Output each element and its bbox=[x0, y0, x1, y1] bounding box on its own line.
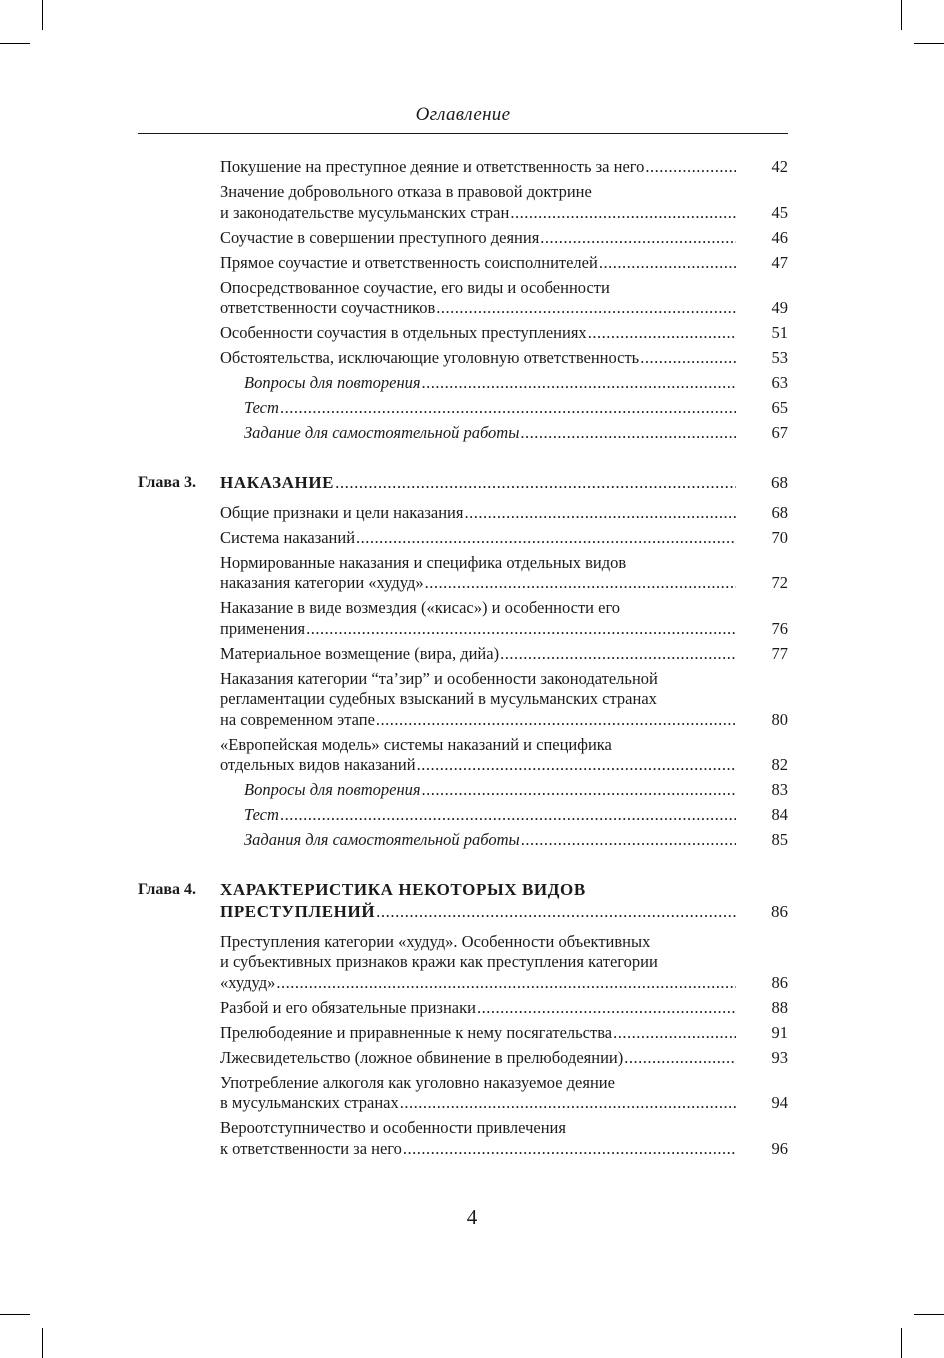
page-ref: 67 bbox=[771, 423, 788, 442]
dot-leader bbox=[510, 203, 736, 224]
entry-title-line: Особенности соучастия в отдельных преступлениях bbox=[220, 323, 587, 342]
toc-entry bbox=[220, 323, 788, 344]
entry-title-line: Материальное возмещение (вира, дийа) bbox=[220, 643, 500, 663]
entry-title-line: Общие признаки и цели наказания bbox=[220, 502, 464, 522]
entry-title-line: Задание для самостоятельной работы bbox=[244, 423, 520, 442]
entry-title-last-line bbox=[244, 780, 736, 801]
page-ref: 83 bbox=[771, 780, 788, 799]
crop-mark bbox=[914, 43, 944, 44]
dot-leader bbox=[436, 298, 736, 319]
crop-mark bbox=[42, 1328, 43, 1358]
dot-leader bbox=[306, 619, 736, 640]
page-number: 4 bbox=[466, 1205, 478, 1229]
entry-title-line: и законодательстве мусульманских стран bbox=[220, 202, 510, 222]
entry-title-line: Опосредствованное соучастие, его виды и особенности bbox=[220, 277, 610, 297]
page-ref: 88 bbox=[771, 997, 788, 1017]
page-ref: 45 bbox=[771, 202, 788, 222]
entry-title-last-line bbox=[220, 755, 736, 776]
toc-subentry bbox=[220, 373, 788, 394]
entry-title-last-line bbox=[220, 228, 736, 249]
crop-mark bbox=[901, 1328, 902, 1358]
page-ref: 82 bbox=[771, 755, 788, 774]
entry-title-last-line bbox=[220, 298, 736, 319]
dot-leader bbox=[613, 1023, 736, 1044]
entry-title-last-line bbox=[220, 503, 736, 524]
entry-title-last-line bbox=[220, 253, 736, 274]
entry-title-last-line bbox=[220, 528, 736, 549]
chapter-number: Глава 4. bbox=[138, 880, 196, 898]
dot-leader bbox=[403, 1139, 736, 1160]
toc-entry bbox=[220, 1118, 788, 1159]
entry-title-line: ПРЕСТУПЛЕНИЙ bbox=[220, 901, 376, 921]
toc-subentry bbox=[220, 805, 788, 826]
entry-title-last-line bbox=[220, 1048, 736, 1069]
entry-title-line: на современном этапе bbox=[220, 709, 375, 729]
page-ref: 46 bbox=[771, 227, 788, 247]
toc-entry bbox=[220, 998, 788, 1019]
entry-title-last-line bbox=[220, 157, 736, 178]
dot-leader bbox=[477, 998, 736, 1019]
entry-title-last-line bbox=[244, 373, 736, 394]
dot-leader bbox=[500, 644, 736, 665]
entry-title-line: Система наказаний bbox=[220, 527, 356, 547]
toc-entry bbox=[220, 253, 788, 274]
dot-leader bbox=[640, 348, 736, 369]
entry-title-last-line bbox=[244, 830, 736, 851]
entry-title-line: Нормированные наказания и специфика отдельных видов bbox=[220, 552, 627, 572]
table-of-contents bbox=[0, 157, 944, 1164]
crop-mark bbox=[42, 0, 43, 30]
page-ref: 42 bbox=[771, 157, 788, 176]
toc-entry bbox=[220, 644, 788, 665]
toc-entry bbox=[220, 669, 788, 731]
entry-title-line: Вопросы для повторения bbox=[244, 373, 421, 392]
entry-title-line: «Европейская модель» системы наказаний и специфика bbox=[220, 734, 612, 754]
entry-title-line: Наказание в виде возмездия («кисас») и особенности его bbox=[220, 598, 621, 617]
toc-entry bbox=[220, 228, 788, 249]
entry-title-line: Наказания категории “та’зир” и особенности законодательной bbox=[220, 668, 658, 688]
dot-leader bbox=[599, 253, 736, 274]
entry-title-last-line bbox=[220, 1023, 736, 1044]
entry-title-last-line bbox=[220, 348, 736, 369]
dot-leader bbox=[376, 710, 736, 731]
chapter-number: Глава 3. bbox=[138, 473, 196, 491]
toc-entry bbox=[220, 528, 788, 549]
page-ref: 76 bbox=[771, 618, 788, 638]
page-ref: 53 bbox=[771, 348, 788, 367]
entry-title-line: Задания для самостоятельной работы bbox=[244, 830, 520, 849]
entry-title-line: Вероотступничество и особенности привлечения bbox=[220, 1118, 566, 1137]
toc-subentry bbox=[220, 830, 788, 851]
entry-title-last-line bbox=[220, 1093, 736, 1114]
page-ref: 77 bbox=[771, 643, 788, 663]
dot-leader bbox=[280, 398, 736, 419]
page-ref: 63 bbox=[771, 373, 788, 392]
entry-title-line: ХАРАКТЕРИСТИКА НЕКОТОРЫХ ВИДОВ bbox=[220, 879, 586, 899]
entry-title-last-line bbox=[220, 323, 736, 344]
dot-leader bbox=[335, 472, 736, 494]
page-ref: 68 bbox=[771, 502, 788, 522]
entry-title-last-line bbox=[220, 619, 736, 640]
page-ref: 47 bbox=[771, 252, 788, 272]
entry-title-line: «худуд» bbox=[220, 972, 276, 992]
toc-entry bbox=[220, 1073, 788, 1114]
entry-title-line: Тест bbox=[244, 398, 279, 417]
page-ref: 86 bbox=[771, 901, 788, 921]
running-head: Оглавление bbox=[415, 104, 511, 125]
page-ref: 80 bbox=[771, 709, 788, 729]
page-ref: 85 bbox=[771, 830, 788, 849]
page-ref: 86 bbox=[771, 972, 788, 992]
dot-leader bbox=[280, 805, 736, 826]
entry-title-last-line bbox=[220, 644, 736, 665]
entry-title-line: Вопросы для повторения bbox=[244, 780, 421, 799]
entry-title-last-line bbox=[220, 710, 736, 731]
entry-title-last-line bbox=[220, 901, 736, 923]
entry-title-line: к ответственности за него bbox=[220, 1138, 402, 1158]
page-ref: 93 bbox=[771, 1047, 788, 1067]
dot-leader bbox=[425, 573, 736, 594]
entry-title-last-line bbox=[220, 973, 736, 994]
entry-title-line: наказания категории «худуд» bbox=[220, 573, 424, 592]
toc-entry bbox=[220, 157, 788, 178]
entry-title-line: отдельных видов наказаний bbox=[220, 755, 416, 774]
toc-entry bbox=[220, 1023, 788, 1044]
entry-title-line: Тест bbox=[244, 805, 279, 824]
dot-leader bbox=[276, 973, 736, 994]
entry-title-last-line bbox=[220, 1139, 736, 1160]
entry-title-last-line bbox=[244, 805, 736, 826]
entry-title-line: Соучастие в совершении преступного деяния bbox=[220, 227, 540, 247]
dot-leader bbox=[422, 780, 736, 801]
entry-title-last-line bbox=[244, 423, 736, 444]
dot-leader bbox=[588, 323, 736, 344]
entry-title-line: в мусульманских странах bbox=[220, 1093, 399, 1112]
dot-leader bbox=[356, 528, 736, 549]
toc-entry bbox=[220, 932, 788, 994]
page-ref: 91 bbox=[771, 1022, 788, 1042]
dot-leader bbox=[521, 830, 736, 851]
toc-chapter bbox=[138, 879, 788, 923]
entry-title-line: применения bbox=[220, 618, 306, 638]
crop-mark bbox=[0, 43, 30, 44]
entry-title-last-line bbox=[220, 472, 736, 494]
toc-entry bbox=[220, 503, 788, 524]
toc-entry bbox=[220, 553, 788, 594]
entry-title-line: НАКАЗАНИЕ bbox=[220, 472, 335, 492]
page-ref: 70 bbox=[771, 527, 788, 547]
dot-leader bbox=[624, 1048, 736, 1069]
entry-title-line: Разбой и его обязательные признаки bbox=[220, 997, 476, 1017]
dot-leader bbox=[417, 755, 736, 776]
toc-entry bbox=[220, 278, 788, 319]
entry-title-last-line bbox=[220, 203, 736, 224]
page-ref: 72 bbox=[771, 573, 788, 592]
dot-leader bbox=[540, 228, 736, 249]
entry-title-line: Преступления категории «худуд». Особенности объективных bbox=[220, 931, 651, 951]
dot-leader bbox=[376, 901, 736, 923]
entry-title-line: Прелюбодеяние и приравненные к нему посягательства bbox=[220, 1022, 613, 1042]
page-ref: 49 bbox=[771, 298, 788, 317]
dot-leader bbox=[422, 373, 736, 394]
toc-entry bbox=[220, 182, 788, 223]
entry-title-line: Употребление алкоголя как уголовно наказуемое деяние bbox=[220, 1072, 615, 1092]
page-ref: 65 bbox=[771, 398, 788, 417]
entry-title-line: регламентации судебных взысканий в мусульманских странах bbox=[220, 689, 657, 708]
toc-entry bbox=[220, 598, 788, 639]
page-ref: 68 bbox=[771, 472, 788, 492]
entry-title-line: Покушение на преступное деяние и ответственность за него bbox=[220, 157, 645, 176]
page-ref: 96 bbox=[771, 1138, 788, 1158]
toc-entry bbox=[220, 735, 788, 776]
page-ref: 94 bbox=[771, 1093, 788, 1112]
toc-subentry bbox=[220, 780, 788, 801]
entry-title-line: и субъективных признаков кражи как преступления категории bbox=[220, 952, 658, 971]
crop-mark bbox=[901, 0, 902, 30]
dot-leader bbox=[464, 503, 736, 524]
toc-entry bbox=[220, 348, 788, 369]
dot-leader bbox=[520, 423, 736, 444]
toc-subentry bbox=[220, 398, 788, 419]
page-ref: 84 bbox=[771, 805, 788, 824]
toc-chapter bbox=[138, 472, 788, 494]
crop-mark bbox=[914, 1314, 944, 1315]
toc-entry bbox=[220, 1048, 788, 1069]
header-rule bbox=[138, 133, 788, 134]
toc-subentry bbox=[220, 423, 788, 444]
crop-mark bbox=[0, 1314, 30, 1315]
entry-title-line: Значение добровольного отказа в правовой доктрине bbox=[220, 182, 592, 201]
dot-leader bbox=[645, 157, 736, 178]
entry-title-last-line bbox=[220, 573, 736, 594]
dot-leader bbox=[400, 1093, 736, 1114]
entry-title-last-line bbox=[244, 398, 736, 419]
entry-title-line: Лжесвидетельство (ложное обвинение в прелюбодеянии) bbox=[220, 1047, 624, 1067]
entry-title-line: Прямое соучастие и ответственность соисполнителей bbox=[220, 252, 598, 272]
entry-title-line: ответственности соучастников bbox=[220, 298, 436, 317]
entry-title-line: Обстоятельства, исключающие уголовную ответственность bbox=[220, 348, 640, 367]
page-ref: 51 bbox=[771, 323, 788, 342]
entry-title-last-line bbox=[220, 998, 736, 1019]
